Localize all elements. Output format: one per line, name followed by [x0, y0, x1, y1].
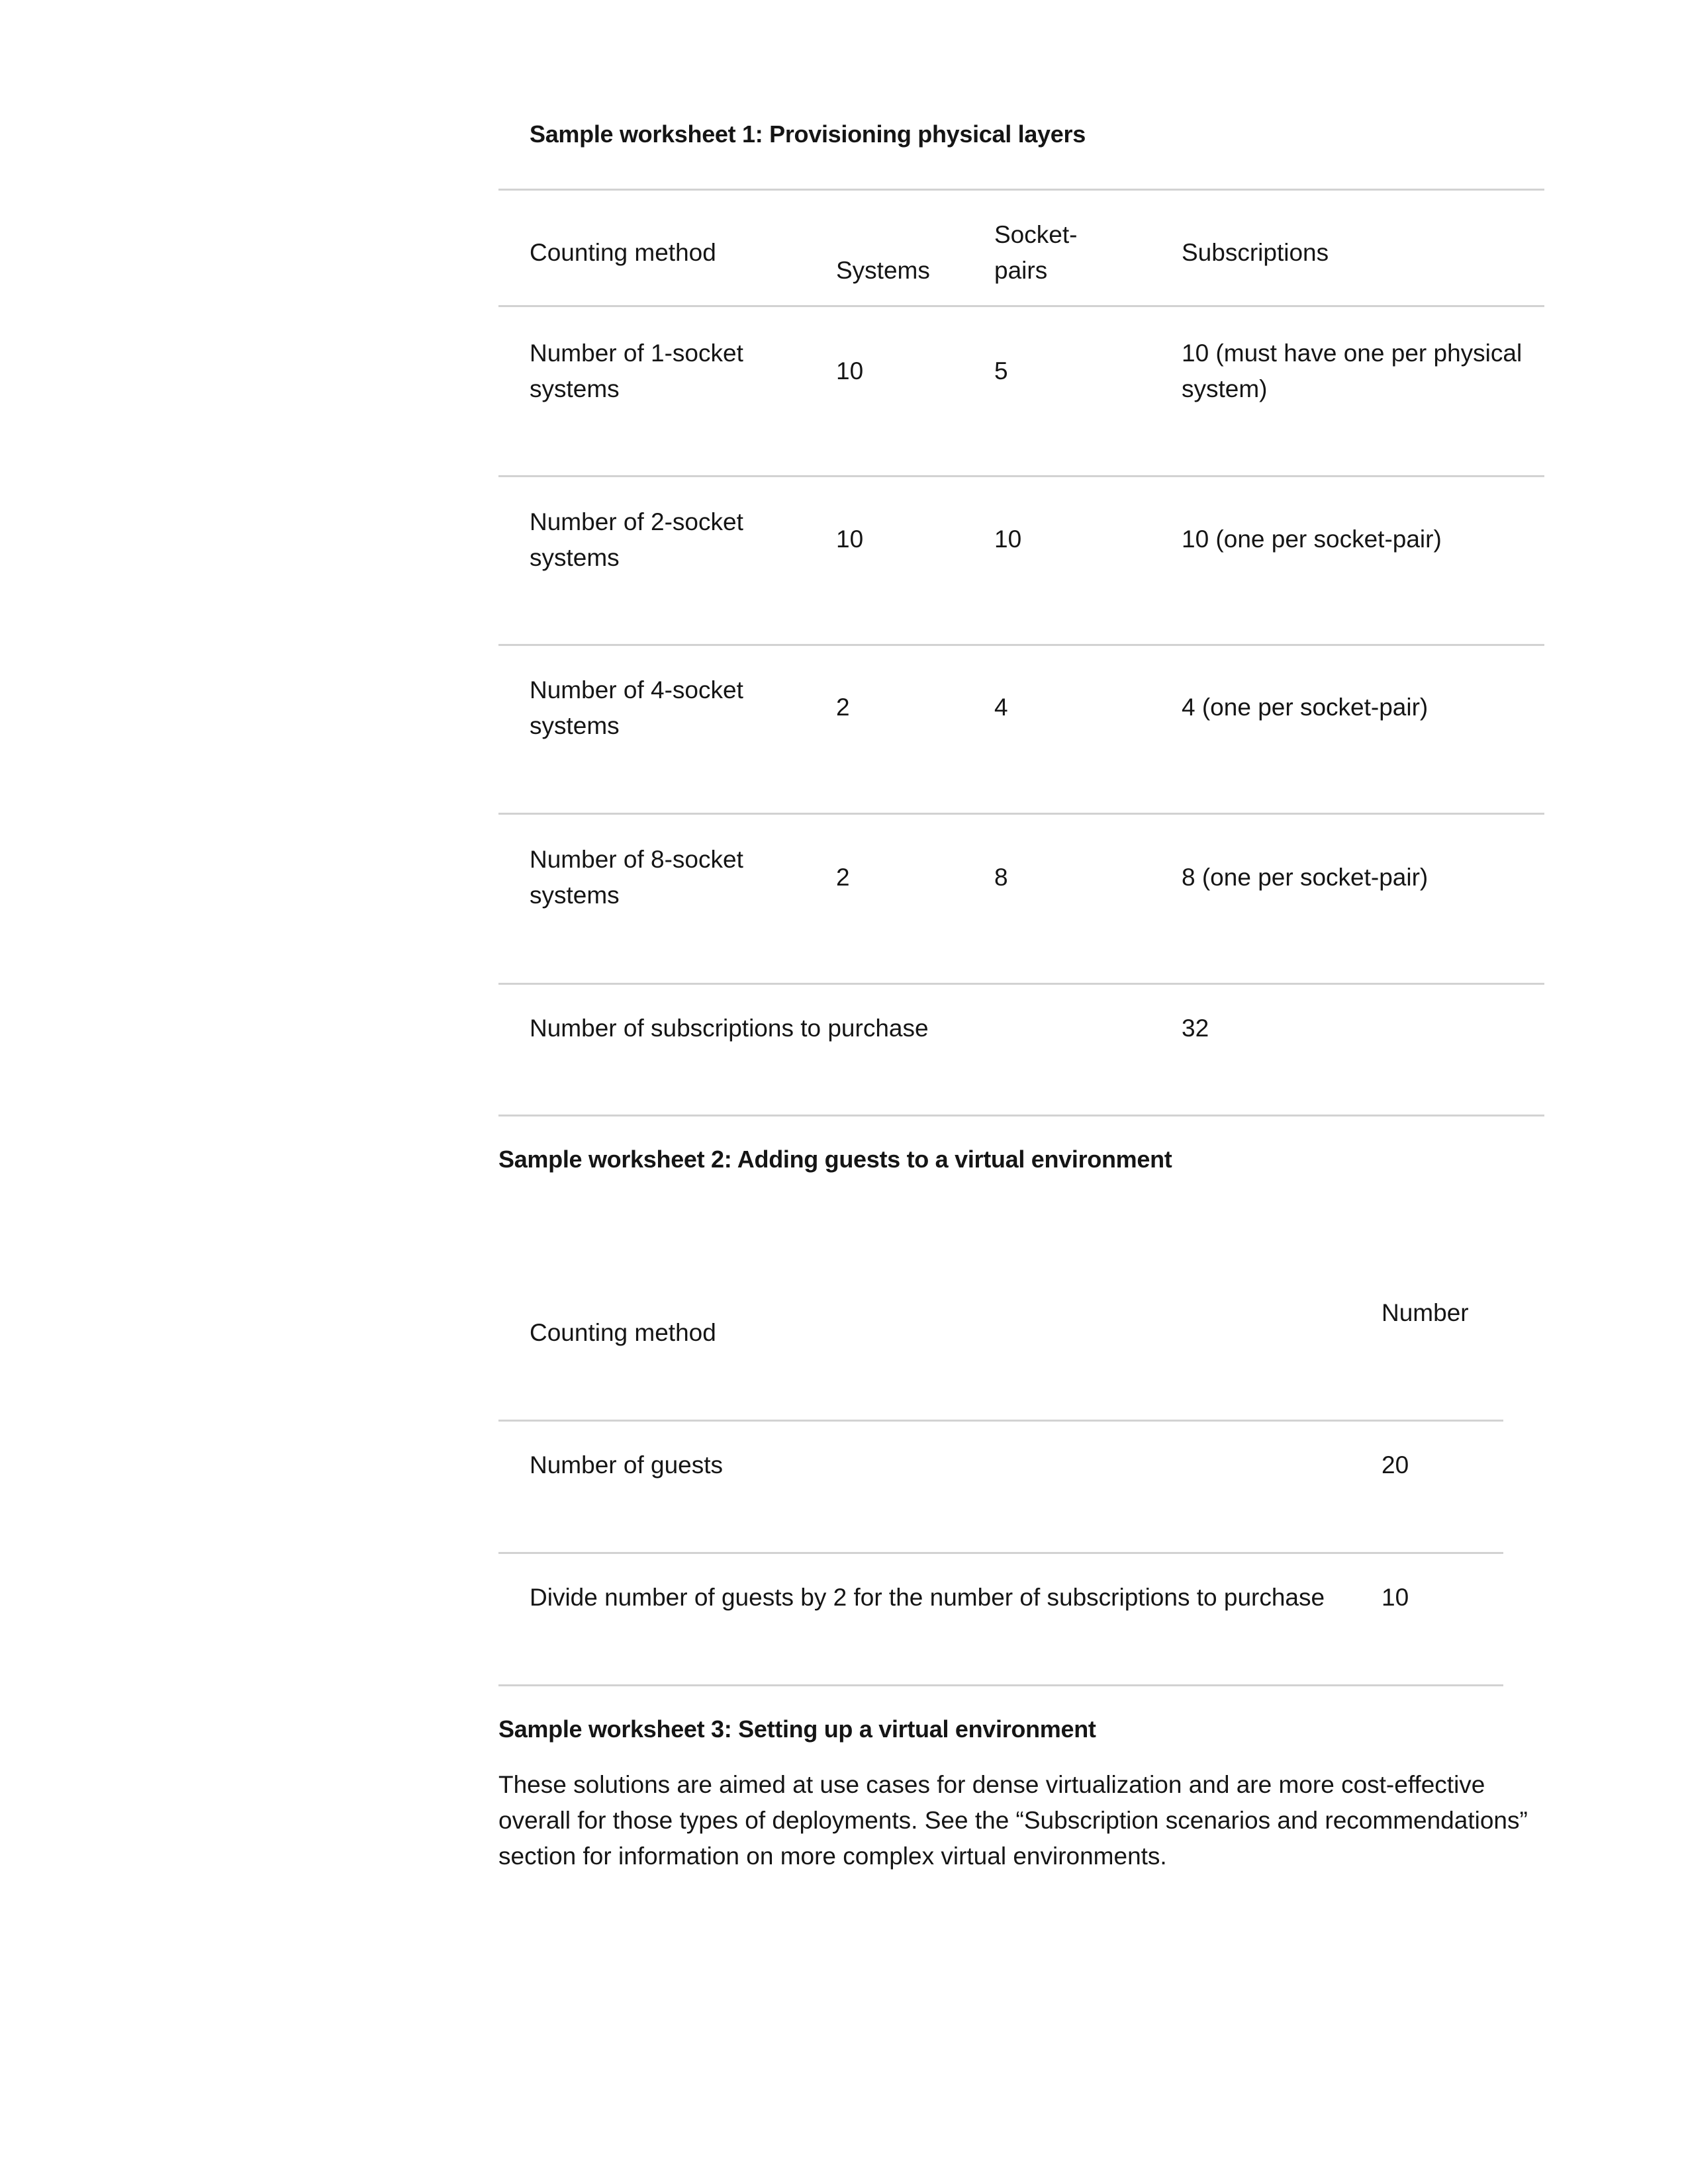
- row-counting-method: Number of guests: [530, 1451, 724, 1479]
- row-subscriptions: 8 (one per socket-pair): [1182, 864, 1429, 891]
- row-socket-pairs: 8: [994, 864, 1008, 891]
- row-socket-pairs: 10: [994, 525, 1022, 553]
- worksheet-2-heading: Sample worksheet 2: Adding guests to a virtual environment: [498, 1146, 1172, 1173]
- row-systems: 2: [836, 864, 850, 891]
- worksheet-1-heading: Sample worksheet 1: Provisioning physical layers: [530, 120, 1086, 148]
- table-rule: [498, 305, 1544, 307]
- row-counting-method: Number of 8-socket systems: [530, 846, 743, 909]
- row-counting-method: Number of 1-socket systems: [530, 340, 743, 402]
- table-rule: [498, 813, 1544, 815]
- row-number: 10: [1382, 1584, 1409, 1611]
- row-subscriptions: 10 (one per socket-pair): [1182, 525, 1442, 553]
- table-rule: [498, 189, 1544, 191]
- table-rule: [498, 1684, 1503, 1686]
- row-systems: 10: [836, 357, 864, 385]
- row-systems: 2: [836, 694, 850, 721]
- row-subscriptions: 4 (one per socket-pair): [1182, 694, 1429, 721]
- column-header-subscriptions: Subscriptions: [1182, 239, 1329, 266]
- row-socket-pairs: 5: [994, 357, 1008, 385]
- column-header-counting-method: Counting method: [530, 239, 716, 266]
- worksheet-3-body: These solutions are aimed at use cases for dense virtualization and are more cost-effective overall for those types of deployments. See the “Subscription scenarios and recommendations” section for information on more complex virtual environments.: [498, 1771, 1528, 1870]
- total-value: 32: [1182, 1015, 1209, 1042]
- row-systems: 10: [836, 525, 864, 553]
- table-rule: [498, 475, 1544, 477]
- worksheet-3-heading: Sample worksheet 3: Setting up a virtual environment: [498, 1715, 1096, 1743]
- row-subscriptions: 10 (must have one per physical system): [1182, 340, 1523, 402]
- table-rule: [498, 644, 1544, 646]
- total-label: Number of subscriptions to purchase: [530, 1015, 929, 1042]
- row-socket-pairs: 4: [994, 694, 1008, 721]
- table-rule: [498, 1552, 1503, 1554]
- row-counting-method: Number of 4-socket systems: [530, 676, 743, 739]
- column-header-number: Number: [1382, 1299, 1469, 1326]
- table-rule: [498, 983, 1544, 985]
- row-counting-method: Number of 2-socket systems: [530, 508, 743, 571]
- row-counting-method: Divide number of guests by 2 for the number of subscriptions to purchase: [530, 1584, 1325, 1611]
- table-rule: [498, 1420, 1503, 1422]
- row-number: 20: [1382, 1451, 1409, 1479]
- table-rule: [498, 1115, 1544, 1116]
- column-header-socket-pairs: Socket-pairs: [994, 221, 1078, 284]
- column-header-counting-method: Counting method: [530, 1319, 716, 1346]
- column-header-systems: Systems: [836, 257, 930, 284]
